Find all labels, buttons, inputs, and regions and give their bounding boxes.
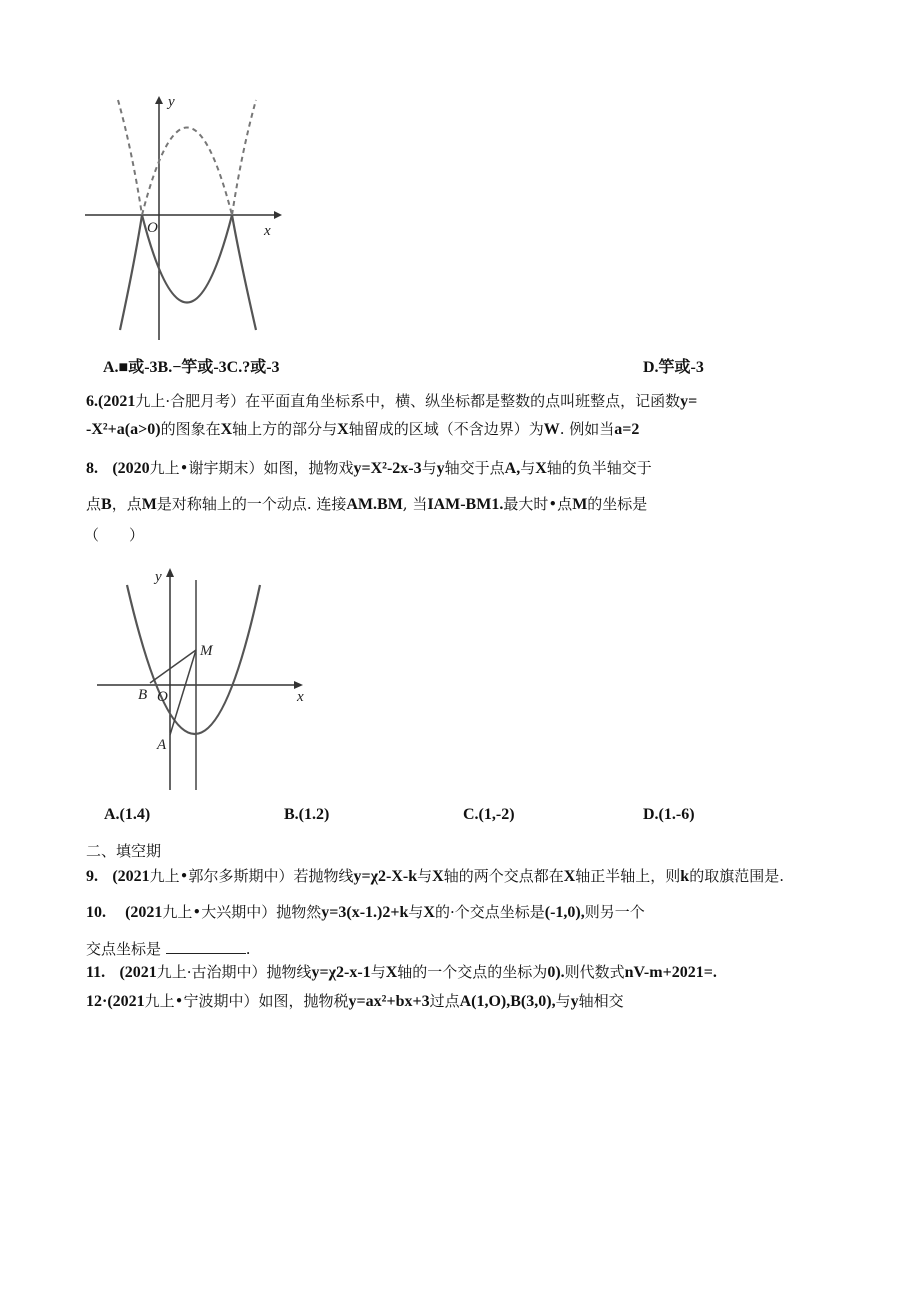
q6-formula: -X²+a(a>0) xyxy=(86,421,161,438)
q9-text-5: 的取旗范围是. xyxy=(689,867,784,885)
q6-source-year: (2021 xyxy=(98,393,136,410)
q8-l2-text-3: 是对称轴上的一个动点. 连接 xyxy=(156,495,347,513)
q9-number: 9. xyxy=(86,868,98,885)
q8-text-3: 轴交于点 xyxy=(444,459,505,477)
dashed-parabola-right xyxy=(232,100,256,215)
solid-parabola-right xyxy=(232,215,256,330)
q10-point: (-1,0), xyxy=(544,904,585,921)
q8-l2-text-2: ，点 xyxy=(111,495,142,513)
q10-formula: y=3(x-1.)2+k xyxy=(321,904,409,921)
q10-number: 10. xyxy=(86,904,106,921)
q6-x-var-2: X xyxy=(337,421,349,438)
q8-option-c: C.(1,-2) xyxy=(463,806,515,823)
q10-x-var: X xyxy=(423,904,435,921)
q8-source-year: (2020 xyxy=(112,460,150,477)
q8-line-1 xyxy=(86,458,652,479)
q10-l2-text: 交点坐标是 xyxy=(86,940,162,958)
q6-text-2: 的图象在 xyxy=(160,420,221,438)
q6-text-5: . 例如当 xyxy=(559,420,615,438)
y-axis-arrow xyxy=(155,96,163,104)
q11-text-4: 则代数式 xyxy=(564,963,625,981)
q8-abs-expr: IAM-BM1. xyxy=(427,496,504,513)
q11-text-1: 九上·古治期中）抛物线 xyxy=(156,963,312,981)
q8-point-a: A, xyxy=(504,460,521,477)
q8-point-b: B xyxy=(101,496,112,513)
q11-line xyxy=(86,962,717,983)
q9-text-1: 九上•郭尔多斯期中）若抛物线 xyxy=(149,867,354,885)
q8-y-var: y xyxy=(436,460,445,477)
graph2-x-label: x xyxy=(297,689,304,705)
graph2-y-label: y xyxy=(155,569,162,585)
q12-points: A(1,O),B(3,0), xyxy=(459,993,556,1010)
q8-point-m-2: M xyxy=(572,496,588,513)
q8-l2-text-5: 最大时•点 xyxy=(503,495,573,513)
q12-number: 12·(2021 xyxy=(86,993,145,1010)
q8-option-d: D.(1.-6) xyxy=(643,806,695,823)
q11-expression: nV-m+2021=. xyxy=(624,964,717,981)
q6-text-3: 轴上方的部分与 xyxy=(232,420,338,438)
q6-text-4: 轴留成的区域（不含边界）为 xyxy=(348,420,544,438)
q9-text-4: 轴正半轴上，则 xyxy=(575,867,681,885)
q9-k-var: k xyxy=(680,868,690,885)
q8-point-m: M xyxy=(141,496,157,513)
q11-source-year: (2021 xyxy=(119,964,157,981)
graph-1 xyxy=(80,90,300,350)
q10-text-1: 九上•大兴期中）抛物然 xyxy=(162,903,322,921)
graph2-origin-label: O xyxy=(157,689,168,705)
graph-2 xyxy=(95,565,315,795)
q6-a-value: a=2 xyxy=(614,421,640,438)
q10-text-2: 与 xyxy=(408,903,424,921)
q6-w-var: W xyxy=(543,421,560,438)
dashed-parabola-down xyxy=(142,128,232,216)
q6-number: 6. xyxy=(86,393,98,410)
q8-answer-paren: （ ） xyxy=(84,526,145,544)
q8-text-1: 九上•谢宇期末）如图，抛物戏 xyxy=(149,459,354,477)
dashed-parabola-left xyxy=(118,100,142,215)
q8-x-var: X xyxy=(535,460,547,477)
q6-line-1 xyxy=(86,391,697,412)
q9-line xyxy=(86,866,784,887)
q12-text-2: 过点 xyxy=(429,992,460,1010)
segment-bm xyxy=(150,650,196,683)
y-axis-arrow xyxy=(166,568,174,577)
q8-segments: AM.BM xyxy=(346,496,403,513)
q8-text-5: 轴的负半轴交于 xyxy=(546,459,652,477)
graph1-origin-label: O xyxy=(147,220,158,236)
q8-number: 8. xyxy=(86,460,98,477)
q6-formula-start: y= xyxy=(680,393,698,410)
q8-text-2: 与 xyxy=(421,459,437,477)
q10-text-4: 则另一个 xyxy=(584,903,645,921)
q5-option-abc: A.■或-3B.−竽或-3C.?或-3 xyxy=(103,359,280,376)
q10-line-1 xyxy=(86,902,645,923)
q8-formula: y=X²-2x-3 xyxy=(353,460,422,477)
x-axis-arrow xyxy=(274,211,282,219)
q8-l2-text-1: 点 xyxy=(86,495,102,513)
graph2-point-a-label: A xyxy=(157,737,167,753)
q12-text-1: 九上•宁波期中）如图，抛物税 xyxy=(144,992,349,1010)
solid-parabola-left xyxy=(120,215,142,330)
graph2-point-m-label: M xyxy=(200,643,213,659)
q12-y-var: y xyxy=(570,993,579,1010)
q5-option-d: D.竽或-3 xyxy=(643,359,704,376)
q10-text-3: 的·个交点坐标是 xyxy=(434,903,545,921)
q12-line xyxy=(86,991,624,1012)
q11-formula: y=χ2-x-1 xyxy=(311,964,371,981)
q9-x-var-2: X xyxy=(563,868,576,885)
q10-line-2 xyxy=(86,939,251,959)
q6-x-var: X xyxy=(220,421,233,438)
q11-text-3: 轴的一个交点的坐标为 xyxy=(397,963,548,981)
q9-source-year: (2021 xyxy=(112,868,150,885)
q8-l2-text-4: , 当 xyxy=(402,495,428,513)
q10-l2-end: . xyxy=(245,940,251,958)
q9-formula: y=χ2-X-k xyxy=(353,868,418,885)
q9-text-3: 轴的两个交点都在 xyxy=(443,867,564,885)
q8-text-4: 与 xyxy=(520,459,536,477)
q8-option-a: A.(1.4) xyxy=(104,806,151,823)
graph1-x-label: x xyxy=(264,223,271,239)
graph2-point-b-label: B xyxy=(138,687,148,703)
q8-line-2 xyxy=(86,494,647,515)
segment-am xyxy=(170,650,196,735)
q8-l2-text-6: 的坐标是 xyxy=(587,495,648,513)
q6-line-2 xyxy=(86,419,639,440)
q12-text-4: 轴相交 xyxy=(578,992,624,1010)
q11-x-var: X xyxy=(385,964,398,981)
q9-text-2: 与 xyxy=(417,867,433,885)
graph1-y-label: y xyxy=(168,94,175,110)
q10-answer-blank[interactable] xyxy=(166,939,246,954)
q6-text: 九上·合肥月考）在平面直角坐标系中，横、纵坐标都是整数的点叫班整点，记函数 xyxy=(135,392,681,410)
q11-text-2: 与 xyxy=(370,963,386,981)
q8-option-b: B.(1.2) xyxy=(284,806,330,823)
q11-number: 11. xyxy=(86,964,106,981)
q11-point: 0). xyxy=(547,964,565,981)
x-axis-arrow xyxy=(294,681,303,689)
q12-text-3: 与 xyxy=(555,992,571,1010)
section-heading: 二、填空期 xyxy=(86,842,162,860)
q12-formula: y=ax²+bx+3 xyxy=(348,993,430,1010)
q10-source-year: (2021 xyxy=(125,904,163,921)
q9-x-var: X xyxy=(432,868,444,885)
